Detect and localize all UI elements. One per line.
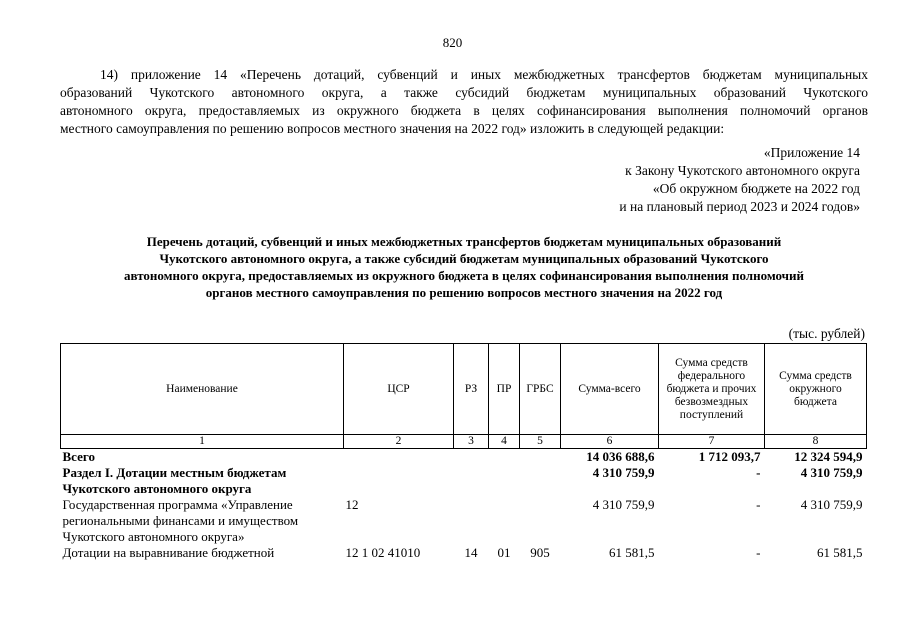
cell-csr	[344, 449, 454, 466]
cell-grbs	[520, 497, 561, 545]
header-pr: ПР	[489, 344, 520, 435]
cell-regional: 12 324 594,9	[794, 449, 863, 464]
table-row	[61, 497, 867, 545]
appendix-ref-line: и на плановый период 2023 и 2024 годов»	[619, 199, 860, 214]
appendix-reference	[619, 144, 860, 216]
intro-line: 14) приложение 14 «Перечень дотаций, субвенций и иных межбюджетных трансфертов бюджетам муниципальных	[100, 67, 868, 82]
cell-total: 4 310 759,9	[592, 465, 655, 480]
table-row	[61, 545, 867, 561]
column-number: 4	[489, 435, 520, 449]
title-line: Перечень дотаций, субвенций и иных межбюджетных трансфертов бюджетам муниципальных образований	[146, 234, 782, 249]
header-regional: Сумма средств окружного бюджета	[765, 344, 867, 435]
title-line: органов местного самоуправления по решению вопросов местного значения на 2022 год	[205, 285, 723, 300]
column-number: 6	[561, 435, 659, 449]
cell-csr: 12 1 02 41010	[345, 545, 421, 560]
cell-name: Раздел I. Дотации местным бюджетам Чукотского автономного округа	[62, 465, 287, 496]
appendix-ref-line: «Приложение 14	[763, 145, 860, 160]
table-header-row	[61, 344, 867, 435]
column-number: 1	[61, 435, 344, 449]
cell-regional: 61 581,5	[817, 545, 863, 560]
column-number: 3	[454, 435, 489, 449]
header-grbs: ГРБС	[520, 344, 561, 435]
cell-rz: 14	[464, 545, 478, 560]
cell-federal: -	[756, 497, 761, 512]
cell-total: 61 581,5	[609, 545, 655, 560]
cell-grbs	[520, 449, 561, 466]
cell-regional: 4 310 759,9	[800, 497, 863, 512]
column-number: 8	[765, 435, 867, 449]
cell-rz	[454, 465, 489, 497]
appendix-ref-line: «Об окружном бюджете на 2022 год	[652, 181, 860, 196]
header-federal: Сумма средств федерального бюджета и прочих безвозмездных поступлений	[659, 344, 765, 435]
cell-federal: 1 712 093,7	[698, 449, 761, 464]
title-line: автономного округа, предоставляемых из окружного бюджета в целях софинансирования выполнения полномочий	[124, 268, 804, 283]
header-rz: РЗ	[454, 344, 489, 435]
cell-csr	[344, 465, 454, 497]
table-row-total	[61, 449, 867, 466]
column-number: 2	[344, 435, 454, 449]
cell-pr	[489, 449, 520, 466]
document-title	[60, 233, 868, 301]
cell-pr	[489, 465, 520, 497]
cell-rz	[454, 449, 489, 466]
header-csr: ЦСР	[344, 344, 454, 435]
column-numbers-row	[61, 435, 867, 449]
appendix-ref-line: к Закону Чукотского автономного округа	[625, 163, 860, 178]
cell-rz	[454, 497, 489, 545]
cell-federal: -	[756, 465, 761, 480]
header-name: Наименование	[61, 344, 344, 435]
column-number: 5	[520, 435, 561, 449]
cell-grbs	[520, 465, 561, 497]
table-row-section	[61, 465, 867, 497]
intro-line: местного самоуправления по решению вопросов местного значения на 2022 год» изложить в следующей редакции:	[60, 121, 725, 136]
intro-line: образований Чукотского автономного округа, а также субсидий бюджетам муниципальных образований Чукотского	[60, 85, 868, 100]
cell-federal: -	[756, 545, 761, 560]
header-total: Сумма-всего	[561, 344, 659, 435]
cell-total: 14 036 688,6	[586, 449, 655, 464]
cell-pr: 01	[497, 545, 511, 560]
column-number: 7	[659, 435, 765, 449]
cell-total: 4 310 759,9	[592, 497, 655, 512]
cell-regional: 4 310 759,9	[800, 465, 863, 480]
page-number: 820	[442, 35, 463, 50]
transfers-table	[60, 343, 867, 561]
cell-name: Дотации на выравнивание бюджетной	[62, 545, 275, 560]
intro-paragraph	[60, 66, 868, 138]
cell-grbs: 905	[530, 545, 550, 560]
cell-name: Государственная программа «Управление региональными финансами и имуществом Чукотского автономного округа»	[62, 497, 299, 544]
title-line: Чукотского автономного округа, а также субсидий бюджетам муниципальных образований Чукотского	[159, 251, 769, 266]
cell-csr: 12	[345, 497, 359, 512]
units-label: (тыс. рублей)	[788, 326, 865, 341]
intro-line: автономного округа, предоставляемых из окружного бюджета в целях софинансирования выполнения полномочий органов	[60, 103, 868, 118]
cell-name: Всего	[62, 449, 95, 464]
cell-pr	[489, 497, 520, 545]
